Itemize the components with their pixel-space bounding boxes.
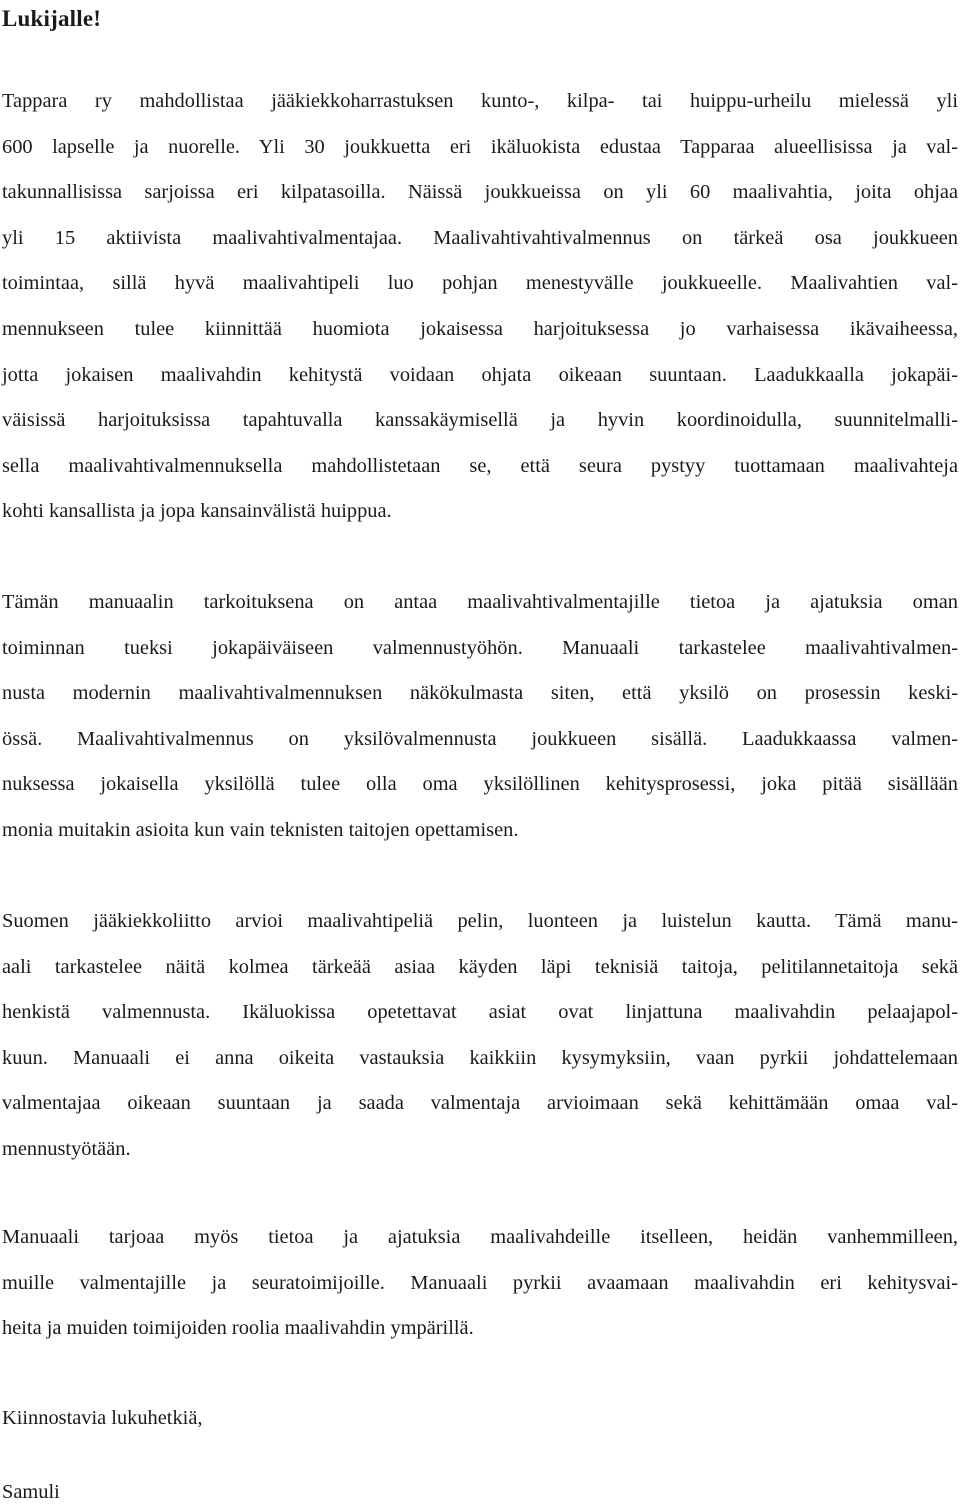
paragraph-line: Manuaali tarjoaa myös tietoa ja ajatuksia maalivahdeille itselleen, heidän vanhemmilleen, [2, 1226, 958, 1248]
paragraph-line: nuksessa jokaisella yksilöllä tulee olla oma yksilöllinen kehitysprosessi, joka pitää sisällään [2, 773, 958, 796]
paragraph-line: toiminnan tueksi jokapäiväiseen valmennustyöhön. Manuaali tarkastelee maalivahtivalmen- [2, 636, 958, 659]
paragraph-line: sella maalivahtivalmennuksella mahdollistetaan se, että seura pystyy tuottamaan maalivahteja [2, 454, 958, 477]
paragraph-line: kohti kansallista ja jopa kansainvälistä huippua. [2, 500, 392, 523]
paragraph-audience [2, 1215, 958, 1352]
closing-line: Kiinnostavia lukuhetkiä, [2, 1407, 203, 1429]
paragraph-line: aali tarkastelee näitä kolmea tärkeää asiaa käyden läpi teknisiä taitoja, pelitilannetaitoja sekä [2, 955, 958, 978]
paragraph-line: 600 lapselle ja nuorelle. Yli 30 joukkuetta eri ikäluokista edustaa Tapparaa alueellisissa ja val- [2, 135, 958, 158]
paragraph-line: mennukseen tulee kiinnittää huomiota jokaisessa harjoituksessa jo varhaisessa ikävaiheessa, [2, 317, 958, 340]
paragraph-line: takunnallisissa sarjoissa eri kilpatasoilla. Näissä joukkueissa on yli 60 maalivahtia, joita ohjaa [2, 181, 958, 204]
paragraph-line: össä. Maalivahtivalmennus on yksilövalmennusta joukkueen sisällä. Laadukkaassa valmen- [2, 727, 958, 750]
paragraph-line: muille valmentajille ja seuratoimijoille. Manuaali pyrkii avaamaan maalivahdin eri kehitysvai- [2, 1271, 958, 1294]
paragraph-line: henkistä valmennusta. Ikäluokissa opetettavat asiat ovat linjattuna maalivahdin pelaajapol- [2, 1001, 958, 1024]
paragraph-line: valmentajaa oikeaan suuntaan ja saada valmentaja arvioimaan sekä kehittämään omaa val- [2, 1092, 958, 1115]
paragraph-line: yli 15 aktiivista maalivahtivalmentajaa. Maalivahtivahtivalmennus on tärkeä osa joukkueen [2, 226, 958, 249]
paragraph-line: nusta modernin maalivahtivalmennuksen näkökulmasta siten, että yksilö on prosessin keski- [2, 682, 958, 705]
paragraph-line: toimintaa, sillä hyvä maalivahtipeli luo pohjan menestyvälle joukkueelle. Maalivahtien val- [2, 272, 958, 295]
paragraph-line: Suomen jääkiekkoliitto arvioi maalivahtipeliä pelin, luonteen ja luistelun kautta. Tämä manu- [2, 910, 958, 932]
paragraph-line: väisissä harjoituksissa tapahtuvalla kanssakäymisellä ja hyvin koordinoidulla, suunnitelmalli- [2, 409, 958, 432]
paragraph-line: heita ja muiden toimijoiden roolia maalivahdin ympärillä. [2, 1317, 474, 1340]
paragraph-line: Tämän manuaalin tarkoituksena on antaa maalivahtivalmentajille tietoa ja ajatuksia oman [2, 591, 958, 613]
paragraph-line: jotta jokaisen maalivahdin kehitystä voidaan ohjata oikeaan suuntaan. Laadukkaalla jokapäi- [2, 363, 958, 386]
document-title: Lukijalle! [2, 6, 102, 31]
paragraph-line: mennustyötään. [2, 1137, 131, 1160]
paragraph-line: Tappara ry mahdollistaa jääkiekkoharrastuksen kunto-, kilpa- tai huippu-urheilu mielessä yli [2, 90, 958, 112]
signature: Samuli [2, 1481, 60, 1503]
paragraph-line: monia muitakin asioita kun vain teknisten taitojen opettamisen. [2, 818, 519, 841]
paragraph-purpose [2, 580, 958, 854]
paragraph-approach [2, 899, 958, 1173]
paragraph-intro [2, 79, 958, 535]
paragraph-line: kuun. Manuaali ei anna oikeita vastauksia kaikkiin kysymyksiin, vaan pyrkii johdattelemaan [2, 1046, 958, 1069]
